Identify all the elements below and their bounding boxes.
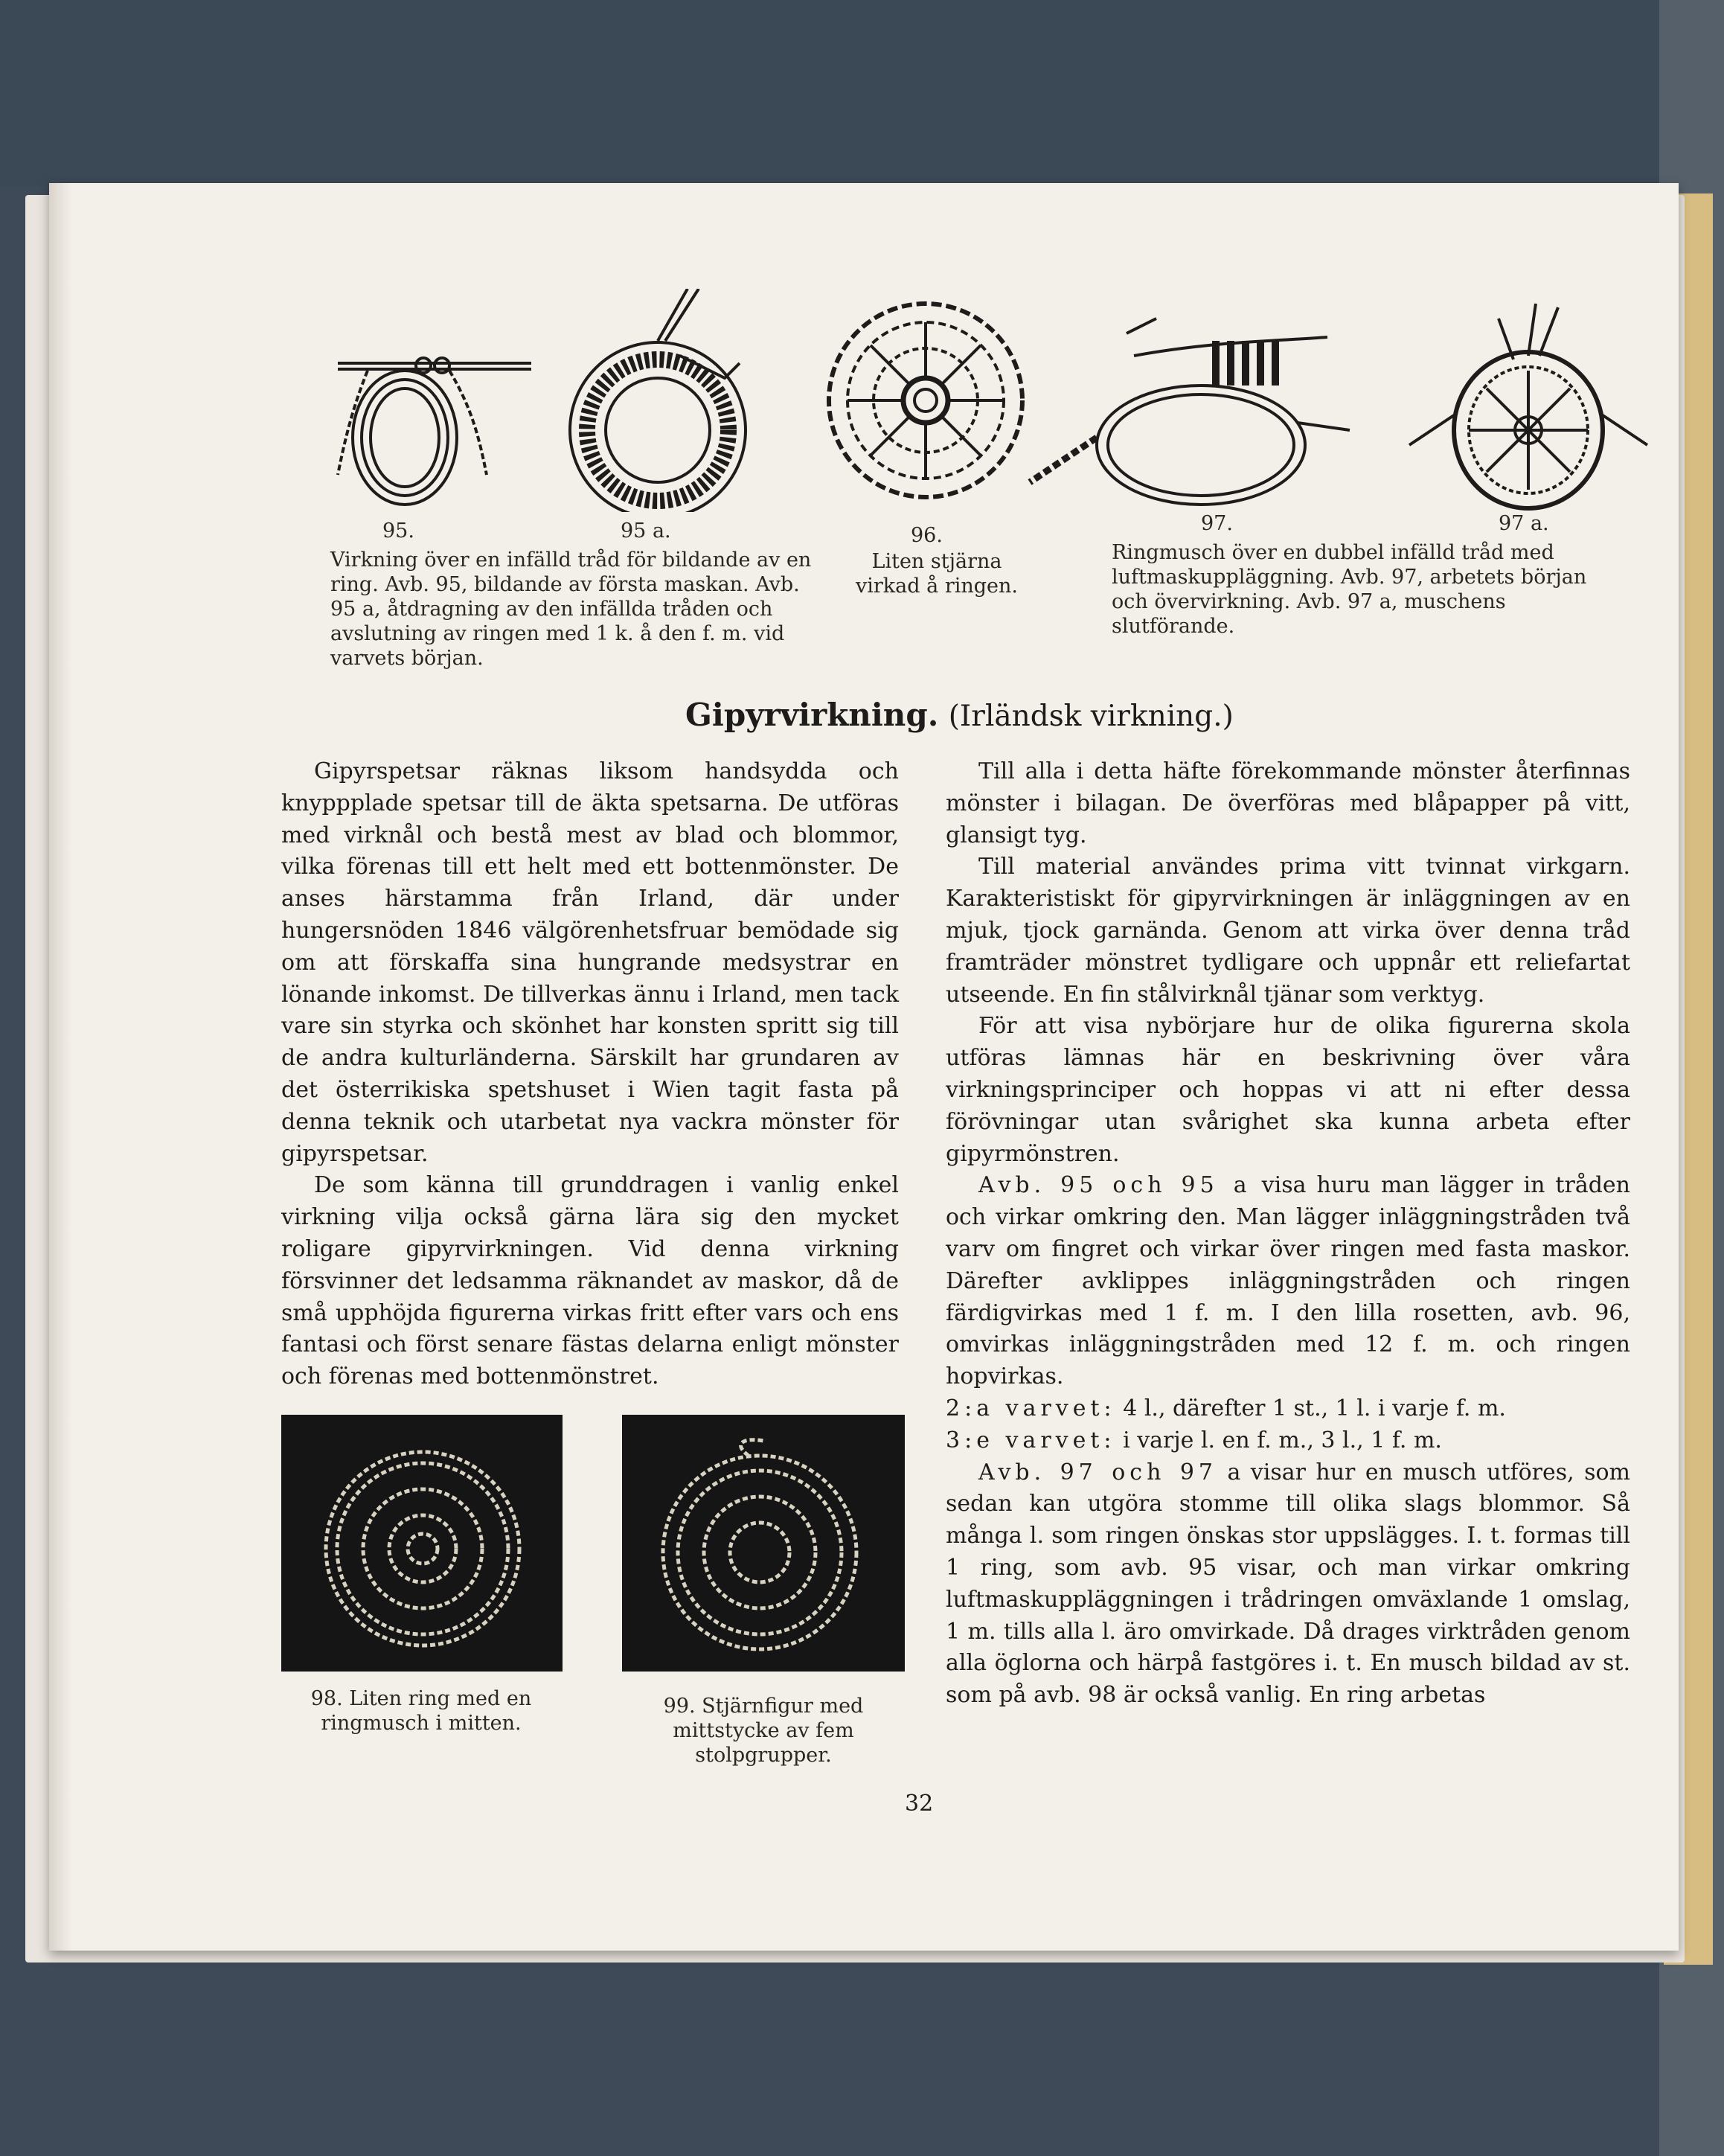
caption-98: 98. Liten ring med en ringmusch i mitten.	[310, 1687, 532, 1735]
photo-98	[281, 1415, 563, 1672]
heading-title: Gipyrvirkning.	[685, 697, 939, 733]
fig95-drawing	[338, 358, 531, 505]
caption-96: Liten stjärna virkad å ringen.	[856, 550, 1018, 598]
left-paragraph: De som känna till grunddragen i vanlig enkel virkning vilja också gärna lära sig den mycket roligare gipyrvirkningen. Vid denna virkning försvinner det ledsamma räknandet av maskor, då de små upphöjda figurerna virkas fritt efter vars och ens fantasi och först senare fästas delarna enligt mönster och förenas med bottenmönstret.	[281, 1172, 899, 1390]
figure-strip	[293, 289, 1671, 676]
spaced-reference: Avb. 95 och 95 a	[978, 1172, 1252, 1199]
left-column	[281, 756, 899, 1393]
row-instruction: 3:e varvet: i varje l. en f. m., 3 l., 1 f. m.	[946, 1427, 1442, 1453]
right-paragraph: Avb. 95 och 95 a visa huru man lägger in tråden och virkar omkring den. Man lägger inläggningstråden två varv om fingret och virkar över ringen med fasta maskor. Därefter avklippes inläggningstråden och ringen färdigvirkas med 1 f. m. I den lilla rosetten, avb. 96, omvirkas inläggningstråden med 12 f. m. och ringen hopvirkas.	[946, 1172, 1630, 1390]
fig96-drawing	[829, 304, 1022, 497]
fig95-label: 95.	[382, 519, 414, 543]
spaced-reference: Avb. 97 och 97	[978, 1459, 1218, 1485]
right-paragraph: Till material användes prima vitt tvinnat virkgarn. Karakteristiskt för gipyrvirkningen är inläggningen av en mjuk, tjock garnända. Genom att virka över denna tråd framträder mönstret tydligare och uppnår ett reliefartat utseende. En fin stålvirknål tjänar som verktyg.	[946, 854, 1630, 1008]
section-heading	[685, 697, 1234, 733]
right-paragraph: För att visa nybörjare hur de olika figurerna skola utföras lämnas här en beskrivning över våra virkningsprinciper och hoppas vi att ni efter dessa förövningar utan svårighet ska kunna arbeta efter gipyrmönstren.	[946, 1013, 1630, 1167]
photo-99	[622, 1415, 905, 1672]
background-wall	[0, 0, 1724, 186]
book-page	[49, 183, 1679, 1951]
fig97-drawing	[1030, 319, 1350, 505]
row-instruction: 2:a varvet: 4 l., därefter 1 st., 1 l. i varje f. m.	[946, 1395, 1506, 1421]
fig97a-drawing	[1409, 304, 1647, 508]
left-paragraph: Gipyrspetsar räknas liksom handsydda och knyppplade spetsar till de äkta spetsarna. De utföras med virknål och bestå mest av blad och blommor, vilka förenas till ett helt med ett bottenmönster. De anses härstamma från Irland, där under hungersnöden 1846 välgörenhetsfruar bemödade sig om att förskaffa sina hungrande medsystrar en lönande inkomst. De tillverkas ännu i Irland, men tack vare sin styrka och skönhet har konsten spritt sig till de andra kulturländerna. Särskilt har grundaren av det österrikiska spetshuset i Wien tagit fasta på denna teknik och utarbetat nya vackra mönster för gipyrspetsar.	[281, 758, 899, 1167]
caption-95: Virkning över en infälld tråd för bildande av en ring. Avb. 95, bildande av första maskan. Avb. 95 a, åtdragning av den infällda tråden och avslutning av ringen med 1 k. å den f. m. vid varvets början.	[330, 548, 812, 670]
fig97-label: 97.	[1201, 512, 1233, 535]
heading-subtitle: (Irländsk virkning.)	[948, 700, 1234, 733]
right-paragraph: Till alla i detta häfte förekommande mönster återfinnas mönster i bilagan. De överföras med blåpapper på vitt, glansigt tyg.	[946, 758, 1630, 848]
crochet-ring-photo	[281, 1415, 563, 1672]
crochet-star-photo	[622, 1415, 905, 1672]
right-column	[946, 756, 1630, 1712]
caption-97: Ringmusch över en dubbel infälld tråd med luftmaskuppläggning. Avb. 97, arbetets början och övervirkning. Avb. 97 a, muschens slutförande.	[1112, 541, 1587, 638]
page-gutter-shadow	[49, 183, 71, 1951]
crochet-diagrams	[293, 289, 1671, 512]
fig95a-label: 95 a.	[621, 519, 671, 543]
page-number: 32	[905, 1791, 934, 1817]
fig96-label: 96.	[911, 524, 943, 547]
right-paragraph: Avb. 97 och 97 a visar hur en musch utföres, som sedan kan utgöra stomme till olika slags blommor. Så många l. som ringen önskas stor uppslägges. I. t. formas till 1 ring, som avb. 95 visar, och man virkar omkring luftmaskuppläggningen i trådringen omväxlande 1 omslag, 1 m. tills alla l. äro omvirkade. Då drages virktråden genom alla öglorna och härpå fastgöres i. t. En musch bildad av st. som på avb. 98 är också vanlig. En ring arbetas	[946, 1459, 1631, 1709]
fig95a-drawing	[570, 289, 746, 512]
caption-99: 99. Stjärnfigur med mittstycke av fem stolpgrupper.	[663, 1695, 864, 1767]
fig97a-label: 97 a.	[1499, 512, 1549, 535]
